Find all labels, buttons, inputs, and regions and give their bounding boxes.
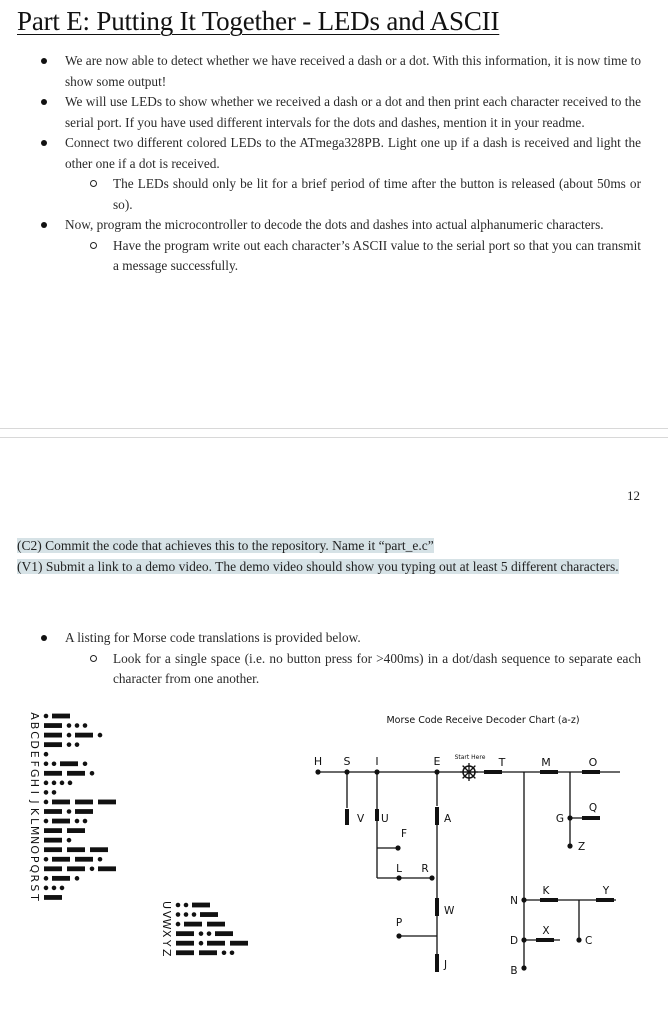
morse-letter: H: [28, 778, 41, 787]
morse-letter: E: [28, 750, 41, 758]
morse-dot: [67, 838, 72, 843]
decoder-letter: H: [313, 755, 323, 768]
bullet-text: We will use LEDs to show whether we received a dash or a dot and then print each character received to the serial port. If you have used different intervals for the dots and dashes, mention it in your readme.: [65, 94, 641, 130]
decoder-dash: [540, 770, 558, 774]
morse-charts: [0, 700, 668, 1009]
decoder-letter: N: [510, 895, 518, 907]
sub-bullet-item: The LEDs should only be lit for a brief period of time after the button is released (about 50ms or so).: [65, 174, 641, 215]
morse-dot: [60, 781, 65, 786]
decoder-title: Morse Code Receive Decoder Chart (a-z): [386, 715, 580, 726]
page-top: [0, 0, 668, 428]
decoder-dot: [396, 933, 401, 938]
morse-dash: [52, 876, 70, 881]
decoder-letter: U: [381, 813, 389, 825]
morse-dot: [176, 903, 181, 908]
morse-dot: [44, 781, 49, 786]
morse-letter: G: [28, 769, 41, 778]
morse-dot: [67, 733, 72, 738]
page-number: 12: [627, 488, 640, 503]
decoder-dot: [429, 875, 434, 880]
bullet-item: [17, 92, 641, 133]
deliverable-v1: (V1) Submit a link to a demo video. The demo video should show you typing out at least 5 different characters.: [17, 559, 619, 574]
morse-letter: A: [28, 712, 41, 720]
morse-dot: [199, 941, 204, 946]
morse-letter: L: [28, 817, 41, 825]
morse-dash: [90, 847, 108, 852]
morse-dash: [44, 742, 62, 747]
morse-dot: [67, 723, 72, 728]
morse-dot: [83, 761, 88, 766]
morse-letter: X: [160, 929, 173, 938]
listing-text: A listing for Morse code translations is provided below.: [65, 630, 361, 645]
morse-letter: C: [28, 731, 41, 739]
decoder-letter: T: [498, 756, 506, 769]
morse-dash: [67, 828, 85, 833]
morse-dash: [67, 866, 85, 871]
morse-letter: N: [28, 836, 41, 845]
morse-dash: [207, 941, 225, 946]
morse-dot: [52, 761, 57, 766]
morse-dash: [52, 800, 70, 805]
decoder-dot: [576, 937, 581, 942]
morse-letter: F: [28, 760, 41, 767]
decoder-letter: I: [375, 755, 379, 768]
morse-dot: [44, 800, 49, 805]
morse-letter: O: [28, 845, 41, 855]
morse-dot: [68, 781, 73, 786]
morse-dot: [44, 857, 49, 862]
morse-dot: [192, 912, 197, 917]
morse-dash: [44, 771, 62, 776]
morse-dot: [52, 886, 57, 891]
decoder-letter: X: [542, 925, 550, 937]
morse-letter: U: [160, 900, 173, 910]
morse-dot: [44, 886, 49, 891]
morse-dash: [44, 733, 62, 738]
morse-dash: [44, 809, 62, 814]
decoder-dash: [582, 770, 600, 774]
morse-dot: [90, 867, 95, 872]
morse-dash: [75, 800, 93, 805]
listing-sub-bullet: Look for a single space (i.e. no button press for >400ms) in a dot/dash sequence to separate each character from one another.: [65, 649, 641, 690]
morse-dash: [44, 828, 62, 833]
decoder-letter: A: [444, 813, 452, 825]
bullet-item: [17, 215, 641, 277]
morse-dash: [67, 771, 85, 776]
decoder-letter: B: [510, 965, 518, 977]
morse-dash: [52, 714, 70, 719]
morse-dash: [75, 857, 93, 862]
decoder-dash: [435, 954, 439, 972]
bullet-item: [17, 133, 641, 215]
deliverable-c2: (C2) Commit the code that achieves this to the repository. Name it “part_e.c”: [17, 538, 434, 553]
decoder-letter: L: [396, 863, 402, 875]
decoder-letter: P: [395, 917, 403, 929]
listing-bullet: [17, 628, 641, 690]
decoder-letter: C: [585, 935, 593, 947]
decoder-dash: [540, 898, 558, 902]
start-here-label: Start Here: [454, 754, 486, 761]
decoder-letter: V: [357, 813, 365, 825]
morse-dot: [44, 819, 49, 824]
decoder-letter: E: [433, 755, 441, 768]
decoder-letter: Z: [578, 841, 586, 853]
decoder-dash: [484, 770, 502, 774]
morse-letter: W: [160, 918, 173, 930]
morse-dot: [184, 912, 189, 917]
morse-dot: [44, 876, 49, 881]
page-divider: [0, 437, 668, 438]
decoder-letter: S: [343, 755, 351, 768]
morse-dot: [75, 723, 80, 728]
morse-dash: [44, 723, 62, 728]
morse-dash: [176, 931, 194, 936]
morse-letter: M: [28, 825, 41, 836]
morse-dot: [52, 790, 57, 795]
morse-dash: [200, 912, 218, 917]
decoder-letter: G: [555, 813, 565, 825]
decoder-dot: [315, 769, 320, 774]
morse-dot: [230, 950, 235, 955]
morse-letter: R: [28, 874, 41, 883]
morse-dash: [215, 931, 233, 936]
morse-dash: [176, 941, 194, 946]
morse-dash: [67, 847, 85, 852]
decoder-dash: [582, 816, 600, 820]
morse-dash: [44, 866, 62, 871]
morse-dot: [75, 819, 80, 824]
morse-dash: [52, 819, 70, 824]
morse-table-right: [160, 901, 248, 957]
morse-dot: [176, 912, 181, 917]
morse-dot: [199, 931, 204, 936]
morse-dot: [44, 790, 49, 795]
morse-dot: [90, 771, 95, 776]
morse-dash: [75, 733, 93, 738]
morse-dot: [83, 723, 88, 728]
morse-letter: V: [160, 910, 173, 919]
decoder-letter: Q: [588, 802, 598, 814]
morse-letter: T: [28, 894, 41, 901]
morse-dot: [207, 931, 212, 936]
morse-dash: [44, 847, 62, 852]
listing-list: [17, 628, 641, 690]
bullet-item: [17, 51, 641, 92]
morse-letter: Q: [28, 864, 41, 874]
morse-dot: [83, 819, 88, 824]
decoder-letter: K: [542, 885, 550, 897]
morse-dot: [222, 950, 227, 955]
decoder-dash: [435, 807, 439, 825]
morse-dot: [44, 714, 49, 719]
morse-dot: [67, 742, 72, 747]
morse-dash: [98, 800, 116, 805]
bullet-text: We are now able to detect whether we have received a dash or a dot. With this information, it is now time to show some output!: [65, 53, 641, 89]
morse-letter: D: [28, 740, 41, 749]
morse-dot: [75, 742, 80, 747]
decoder-dot: [521, 965, 526, 970]
morse-dot: [98, 733, 103, 738]
decoder-letter: D: [509, 935, 519, 947]
morse-dot: [52, 781, 57, 786]
morse-dash: [60, 761, 78, 766]
morse-letter: J: [28, 800, 41, 804]
morse-dot: [44, 761, 49, 766]
morse-table-left: [28, 712, 116, 901]
morse-dot: [67, 809, 72, 814]
decoder-dot: [567, 843, 572, 848]
morse-dot: [75, 876, 80, 881]
bullet-list: [17, 51, 641, 277]
morse-dash: [184, 922, 202, 927]
morse-letter: Y: [160, 939, 173, 947]
morse-letter: I: [28, 790, 41, 795]
bullet-text: Connect two different colored LEDs to the ATmega328PB. Light one up if a dash is received and light the other one if a dot is received.: [65, 135, 641, 171]
morse-letter: K: [28, 807, 41, 816]
decoder-letter: W: [444, 905, 455, 917]
morse-figure: [0, 700, 668, 1009]
morse-dash: [75, 809, 93, 814]
morse-dash: [44, 895, 62, 900]
morse-letter: B: [28, 721, 41, 730]
morse-letter: P: [28, 855, 41, 863]
page-title: Part E: Putting It Together - LEDs and ASCII: [17, 6, 500, 36]
page-divider: [0, 428, 668, 429]
decoder-letter: F: [401, 828, 408, 840]
morse-dash: [44, 838, 62, 843]
morse-dash: [207, 922, 225, 927]
morse-dash: [199, 950, 217, 955]
morse-dash: [52, 857, 70, 862]
morse-dot: [60, 886, 65, 891]
morse-letter: S: [28, 884, 41, 892]
morse-dot: [44, 752, 49, 757]
morse-dash: [176, 950, 194, 955]
sub-bullet-item: Have the program write out each character’s ASCII value to the serial port so that you can transmit a message successfully.: [65, 236, 641, 277]
morse-dot: [184, 903, 189, 908]
decoder-dash: [345, 809, 349, 825]
decoder-dash: [536, 938, 554, 942]
decoder-dash: [596, 898, 614, 902]
morse-dot: [98, 857, 103, 862]
decoder-letter: M: [541, 756, 551, 769]
morse-dash: [98, 866, 116, 871]
morse-dash: [230, 941, 248, 946]
decoder-letter: J: [444, 959, 448, 971]
decoder-letter: Y: [602, 885, 610, 897]
morse-letter: Z: [160, 948, 173, 957]
morse-dash: [192, 903, 210, 908]
bullet-text: Now, program the microcontroller to decode the dots and dashes into actual alphanumeric characters.: [65, 217, 604, 232]
morse-dot: [176, 922, 181, 927]
decoder-letter: R: [421, 863, 429, 875]
decoder-chart: [314, 715, 620, 977]
decoder-letter: O: [588, 756, 598, 769]
